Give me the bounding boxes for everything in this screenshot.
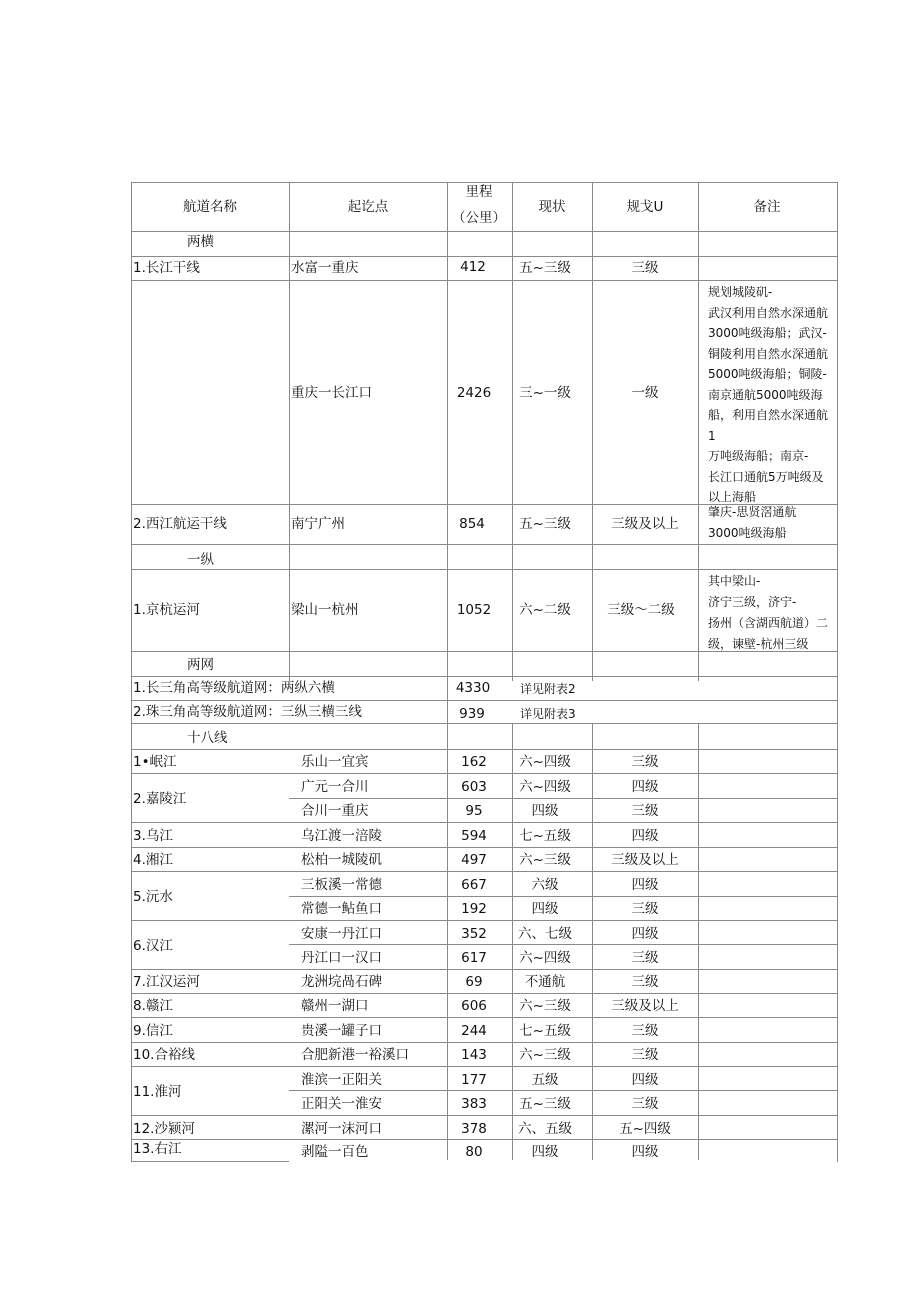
km: 1052 [456,602,492,618]
remark [708,502,796,543]
km: 412 [460,259,486,275]
plan: 四级 [631,1144,659,1160]
waterway-name: 13.右江 [133,1141,182,1157]
remark [708,571,828,655]
status: 六、七级 [518,926,572,942]
row-divider [131,920,838,921]
remark-line: 3000吨级海船 [708,525,787,540]
km: 95 [465,803,483,819]
km: 2426 [456,385,492,401]
status: 六~三级 [519,852,571,868]
waterway-name: 2.西江航运干线 [133,516,227,532]
section-label: 一纵 [187,552,214,568]
row-divider [131,700,838,701]
status: 六~二级 [519,602,571,618]
status: 不通航 [524,974,566,990]
km: 603 [461,779,487,795]
row-divider [131,773,838,774]
waterway-name: 1.京杭运河 [133,602,200,618]
remark-line: 济宁三级，济宁- [708,595,797,609]
note: 详见附表3 [520,707,576,721]
remark-line: 级，谏壁-杭州三级 [708,637,809,651]
route: 丹江口一汉口 [301,950,382,966]
plan: 三级～二级 [607,602,675,618]
route: 乌江渡一涪陵 [301,828,382,844]
remark-line: 其中梁山- [708,574,761,588]
row-divider [131,749,838,750]
plan: 四级 [631,877,659,893]
km: 383 [461,1096,487,1112]
km: 69 [465,974,483,990]
km: 939 [459,706,485,722]
waterway-table [131,182,838,1162]
row-divider [131,822,838,823]
header-km-line2: （公里） [452,210,506,226]
row-divider [131,847,838,848]
row-divider [131,569,838,570]
waterway-name: 12.沙颍河 [133,1121,195,1137]
route: 漯河一沫河口 [301,1121,382,1137]
waterway-name: 10.合裕线 [133,1047,195,1063]
waterway-name: 2.嘉陵江 [133,791,187,807]
status: 四级 [531,1144,559,1160]
row-divider [289,944,838,945]
route: 正阳关一淮安 [301,1096,382,1112]
remark-line: 以上海船 [708,490,757,504]
waterway-name: 8.赣江 [133,998,173,1014]
waterway-name: 6.汉江 [133,938,173,954]
route: 三板溪一常德 [301,877,382,893]
plan: 三级 [631,901,659,917]
header-route: 起讫点 [347,199,389,215]
row-divider [131,1139,838,1140]
status: 六~四级 [519,950,571,966]
route: 广元一合川 [301,779,369,795]
col-divider [698,723,699,1160]
route: 安康一丹江口 [301,926,382,942]
waterway-name: 9.信江 [133,1023,173,1039]
route: 梁山一杭州 [291,602,359,618]
row-divider [289,896,838,897]
route: 赣州一湖口 [301,998,369,1014]
table-border-right [837,182,838,1162]
route: 常德一鲇鱼口 [301,901,382,917]
route: 南宁广州 [291,516,345,532]
km: 192 [461,901,487,917]
status: 六~四级 [519,754,571,770]
route: 龙洲垸咼石碑 [301,974,382,990]
table-border-left [131,182,132,1162]
route: 剥隘一百色 [301,1144,369,1160]
row-divider [131,871,838,872]
status: 七~五级 [519,828,571,844]
route: 淮滨一正阳关 [301,1072,382,1088]
status: 六~三级 [519,1047,571,1063]
row-divider [131,1017,838,1018]
km: 4330 [455,680,491,696]
row-divider [131,993,838,994]
plan: 三级 [631,1096,659,1112]
route: 重庆一长江口 [291,385,372,401]
route: 乐山一宜宾 [301,754,369,770]
plan: 四级 [631,1072,659,1088]
status: 六级 [531,877,559,893]
row-divider [131,544,838,545]
plan: 三级及以上 [611,516,679,532]
row-divider [131,969,838,970]
status: 四级 [531,803,559,819]
header-plan: 规戈U [626,199,664,215]
km: 497 [461,852,487,868]
km: 606 [461,998,487,1014]
plan: 三级及以上 [611,852,679,868]
plan: 三级 [631,754,659,770]
network-name: 2.珠三角高等级航道网：三纵三横三线 [133,704,362,720]
remark-line: 肇庆-思贤滘通航 [708,505,797,519]
route: 贵溪一罐子口 [301,1023,382,1039]
note: 详见附表2 [520,682,576,696]
row-divider [131,723,838,724]
row-divider [131,231,838,232]
remark-line: 船，利用自然水深通航 [708,408,829,422]
row-divider [289,1090,838,1091]
plan: 三级 [631,950,659,966]
status: 四级 [531,901,559,917]
route: 合肥新港一裕溪口 [301,1047,409,1063]
remark-line: 万吨级海船；南京- [708,449,809,463]
remark-line: 南京通航5000吨级海 [708,387,823,402]
route: 松柏一城陵矶 [301,852,382,868]
status: 五~三级 [519,260,571,276]
km: 177 [461,1072,487,1088]
status: 三~一级 [519,385,571,401]
remark-line: 5000吨级海船；铜陵- [708,367,827,381]
row-divider [131,1115,838,1116]
plan: 三级 [631,974,659,990]
row-divider [289,798,838,799]
network-name: 1.长三角高等级航道网：两纵六横 [133,680,335,696]
header-km-line1: 里程 [465,184,493,200]
remark-line: 长江口通航5万吨级及 [708,469,824,484]
plan: 三级 [631,1047,659,1063]
plan: 三级 [631,260,659,276]
plan: 一级 [631,385,659,401]
row-divider [131,1161,289,1162]
waterway-name: 1•岷江 [133,754,177,770]
plan: 五~四级 [619,1121,671,1137]
header-remark: 备注 [753,199,781,215]
remark-line: 3000吨级海船；武汉- [708,326,827,340]
remark-line: 铜陵利用自然水深通航 [708,346,829,361]
status: 七~五级 [519,1023,571,1039]
waterway-name: 3.乌江 [133,828,173,844]
status: 五~三级 [519,516,571,532]
waterway-name: 4.湘江 [133,852,173,868]
km: 667 [461,877,487,893]
col-divider [592,723,593,1160]
km: 162 [461,754,487,770]
section-label: 两横 [187,234,214,250]
plan: 三级 [631,803,659,819]
header-name: 航道名称 [183,199,237,215]
col-divider [512,723,513,1160]
waterway-name: 7.江汉运河 [133,974,200,990]
col-divider [447,182,448,1160]
km: 352 [461,926,487,942]
status: 六、五级 [518,1121,572,1137]
row-divider [131,280,838,281]
km: 378 [461,1121,487,1137]
plan: 四级 [631,828,659,844]
remark-line: 1 [708,428,716,443]
km: 80 [465,1144,483,1160]
row-divider [131,256,838,257]
row-divider [131,1042,838,1043]
row-divider [131,676,838,677]
km: 143 [461,1047,487,1063]
route: 水富一重庆 [291,260,359,276]
km: 854 [459,516,485,532]
km: 244 [461,1023,487,1039]
status: 五级 [531,1072,559,1088]
row-divider [131,1066,838,1067]
remark-line: 扬州（含湖西航道）二 [708,616,829,630]
remark [708,282,828,508]
route: 合川一重庆 [301,803,369,819]
section-label: 两网 [187,657,214,673]
remark-line: 武汉利用自然水深通航 [708,305,829,320]
plan: 四级 [631,926,659,942]
section-label: 十八线 [187,730,228,746]
waterway-name: 1.长江干线 [133,260,200,276]
plan: 三级及以上 [611,998,679,1014]
status: 六~四级 [519,779,571,795]
remark-line: 规划城陵矶- [708,285,773,299]
km: 594 [461,828,487,844]
plan: 四级 [631,779,659,795]
waterway-name: 5.沅水 [133,889,173,905]
header-status: 现状 [538,199,566,215]
status: 五~三级 [519,1096,571,1112]
km: 617 [461,950,487,966]
waterway-name: 11.淮河 [133,1084,182,1100]
plan: 三级 [631,1023,659,1039]
status: 六~三级 [519,998,571,1014]
